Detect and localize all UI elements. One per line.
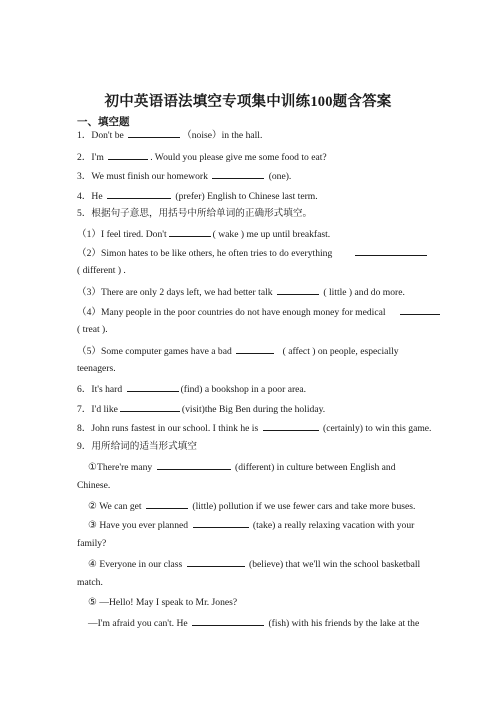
question-9-item-2: ② We can get (little) pollution if we use fewer cars and take more buses. [88,501,416,512]
question-5-item-4: （4）Many people in the poor countries do not have enough money for medical [77,305,442,319]
question-9-item-4: ④ Everyone in our class (believe) that we'll win the school basketball [88,559,421,570]
answer-blank[interactable] [127,382,179,392]
question-9-item-3: ③ Have you ever planned (take) a really relaxing vacation with your [88,520,415,531]
question-9-item-1: ①There're many (different) in culture between English and [88,462,396,473]
answer-blank[interactable] [192,616,264,626]
question-7: 7．I'd like (visit)the Big Ben during the holiday. [77,404,326,415]
question-9-item-3-cont: family? [77,538,107,549]
answer-blank[interactable] [157,460,231,470]
question-5-item-4-cont: ( treat ). [77,324,108,335]
answer-blank[interactable] [107,189,171,199]
question-5-item-5-cont: teenagers. [77,363,116,374]
answer-blank[interactable] [187,557,245,567]
answer-blank[interactable] [355,246,427,256]
question-5-item-2: （2）Simon hates to be like others, he often tries to do everything [77,246,429,260]
answer-blank[interactable] [400,305,440,315]
question-9-item-1-cont: Chinese. [77,480,111,491]
question-5-item-3: （3）There are only 2 days left, we had better talk ( little ) and do more. [77,287,405,298]
answer-blank[interactable] [263,421,319,431]
answer-blank[interactable] [212,169,264,179]
answer-blank[interactable] [146,499,188,509]
answer-blank[interactable] [193,518,249,528]
question-5-item-2-cont: ( different ) . [77,265,126,276]
answer-blank[interactable] [108,150,148,160]
question-9-intro: 9．用所给词的适当形式填空 [77,441,197,452]
section-heading: 一、填空题 [77,117,130,128]
question-9-item-5-reply: —I'm afraid you can't. He (fish) with his friends by the lake at the [88,618,420,629]
question-9-item-4-cont: match. [77,577,103,588]
question-5-item-5: （5）Some computer games have a bad ( affect ) on people, especially [77,346,399,357]
question-9-item-5: ⑤ —Hello! May I speak to Mr. Jones? [88,597,238,608]
question-8: 8．John runs fastest in our school. I think he is (certainly) to win this game. [77,423,432,434]
question-5-item-1: （1）I feel tired. Don't ( wake ) me up until breakfast. [77,229,331,240]
question-4: 4．He (prefer) English to Chinese last term. [77,191,318,202]
page-title: 初中英语语法填空专项集中训练100题含答案 [104,94,392,110]
answer-blank[interactable] [277,285,319,295]
question-5-intro: 5．根据句子意思，用括号中所给单词的正确形式填空。 [77,208,313,219]
answer-blank[interactable] [120,402,180,412]
question-6: 6．It's hard (find) a bookshop in a poor area. [77,384,307,395]
question-1: 1．Don't be （noise）in the hall. [77,130,263,141]
question-3: 3．We must finish our homework (one). [77,171,292,182]
answer-blank[interactable] [128,128,180,138]
answer-blank[interactable] [169,227,211,237]
question-2: 2．I'm . Would you please give me some food to eat? [77,152,327,163]
answer-blank[interactable] [236,344,274,354]
